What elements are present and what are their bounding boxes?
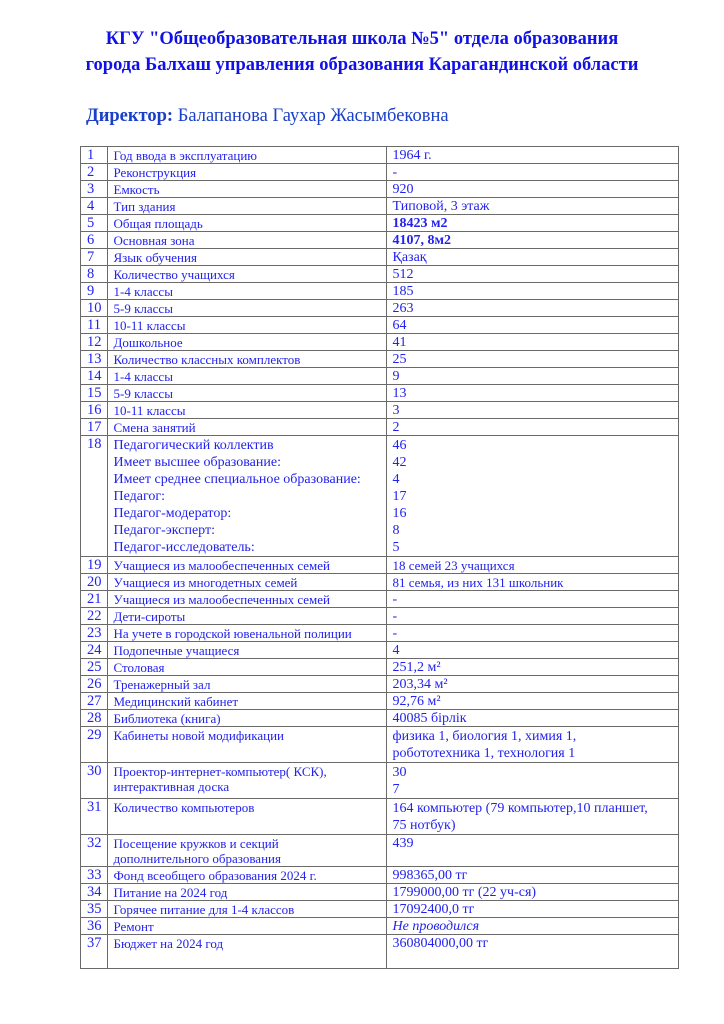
row-value: 41 (386, 334, 679, 351)
row-value: Қазақ (386, 249, 679, 266)
table-row (81, 147, 679, 164)
table-row (81, 181, 679, 198)
row-number: 35 (81, 901, 108, 918)
row-label: Язык обучения (107, 249, 386, 266)
row-value: 9 (386, 368, 679, 385)
row-number: 30 (81, 763, 108, 799)
row-value: 18423 м2 (386, 215, 679, 232)
row-number: 20 (81, 574, 108, 591)
row-label: Бюджет на 2024 год (107, 935, 386, 969)
row-value: 1964 г. (386, 147, 679, 164)
row-value: 185 (386, 283, 679, 300)
row-value: 30 (392, 765, 407, 780)
row-label: Питание на 2024 год (107, 884, 386, 901)
row-label: Педагог-модератор: (113, 506, 232, 521)
row-number: 18 (81, 436, 108, 557)
row-number: 27 (81, 693, 108, 710)
row-label: Педагог: (113, 489, 166, 504)
row-value: 3 (386, 402, 679, 419)
table-row (81, 300, 679, 317)
table-row (81, 402, 679, 419)
row-number: 24 (81, 642, 108, 659)
row-value: 263 (386, 300, 679, 317)
row-value-group (386, 436, 679, 557)
row-value: 64 (386, 317, 679, 334)
row-label: Посещение кружков и секций (113, 836, 279, 851)
row-label: Кабинеты новой модификации (107, 727, 386, 763)
title-line-2: города Балхаш управления образования Карагандинской области (85, 55, 639, 75)
table-row (81, 608, 679, 625)
row-number: 32 (81, 835, 108, 867)
row-number: 12 (81, 334, 108, 351)
row-value: - (386, 164, 679, 181)
table-row (81, 368, 679, 385)
row-number: 17 (81, 419, 108, 436)
row-value: 920 (386, 181, 679, 198)
row-value: 5 (392, 540, 400, 555)
row-value: 164 компьютер (79 компьютер,10 планшет, (392, 801, 648, 816)
row-label: Фонд всеобщего образования 2024 г. (107, 867, 386, 884)
row-number: 5 (81, 215, 108, 232)
row-label: 1-4 классы (107, 283, 386, 300)
row-number: 28 (81, 710, 108, 727)
row-label: дополнительного образования (113, 851, 281, 866)
row-value: 17 (392, 489, 407, 504)
row-label: Горячее питание для 1-4 классов (107, 901, 386, 918)
table-row (81, 676, 679, 693)
row-label: Количество классных комплектов (107, 351, 386, 368)
table-row (81, 249, 679, 266)
table-row (81, 935, 679, 969)
row-label: Дошкольное (107, 334, 386, 351)
table-row (81, 334, 679, 351)
table-row (81, 283, 679, 300)
row-value: - (386, 608, 679, 625)
row-value: 1799000,00 тг (22 уч-ся) (386, 884, 679, 901)
row-value: 512 (386, 266, 679, 283)
row-value: 4107, 8м2 (386, 232, 679, 249)
row-label: Реконструкция (107, 164, 386, 181)
row-label: Количество компьютеров (107, 799, 386, 835)
table-row (81, 884, 679, 901)
table-row (81, 232, 679, 249)
director-label: Директор: (86, 106, 174, 126)
table-row (81, 351, 679, 368)
row-value: 13 (386, 385, 679, 402)
row-label: Педагог-исследователь: (113, 540, 255, 555)
row-value: 16 (392, 506, 407, 521)
director-line (86, 106, 449, 127)
row-label: Количество учащихся (107, 266, 386, 283)
table-row (81, 164, 679, 181)
row-value: 360804000,00 тг (386, 935, 679, 969)
row-label: Общая площадь (107, 215, 386, 232)
row-number: 29 (81, 727, 108, 763)
table-row (81, 419, 679, 436)
table-row (81, 901, 679, 918)
row-number: 33 (81, 867, 108, 884)
row-number: 31 (81, 799, 108, 835)
row-label: Педагогический коллектив (113, 438, 274, 453)
row-number: 23 (81, 625, 108, 642)
row-number: 15 (81, 385, 108, 402)
row-value: 17092400,0 тг (386, 901, 679, 918)
row-number: 7 (81, 249, 108, 266)
row-number: 16 (81, 402, 108, 419)
row-number: 25 (81, 659, 108, 676)
table-row (81, 215, 679, 232)
row-value: 81 семья, из них 131 школьник (386, 574, 679, 591)
row-value: 998365,00 тг (386, 867, 679, 884)
row-value-group (386, 799, 679, 835)
row-value: 203,34 м² (386, 676, 679, 693)
row-value: 25 (386, 351, 679, 368)
row-number: 19 (81, 557, 108, 574)
row-number: 6 (81, 232, 108, 249)
table-row (81, 727, 679, 763)
row-number: 1 (81, 147, 108, 164)
table-row (81, 574, 679, 591)
table-row (81, 625, 679, 642)
row-label: Учащиеся из малообеспеченных семей (107, 557, 386, 574)
row-label: Подопечные учащиеся (107, 642, 386, 659)
row-label: Имеет высшее образование: (113, 455, 281, 470)
table-row (81, 591, 679, 608)
row-label: Библиотека (книга) (107, 710, 386, 727)
row-number: 21 (81, 591, 108, 608)
row-value: 92,76 м² (386, 693, 679, 710)
row-label: Медицинский кабинет (107, 693, 386, 710)
row-label: Тип здания (107, 198, 386, 215)
table-row (81, 385, 679, 402)
row-number: 13 (81, 351, 108, 368)
row-number: 22 (81, 608, 108, 625)
school-info-table (80, 146, 679, 969)
row-number: 34 (81, 884, 108, 901)
row-label-group (107, 835, 386, 867)
row-value: физика 1, биология 1, химия 1, (392, 729, 577, 744)
row-number: 14 (81, 368, 108, 385)
row-number: 36 (81, 918, 108, 935)
row-value: 18 семей 23 учащихся (386, 557, 679, 574)
row-label: Столовая (107, 659, 386, 676)
row-value: робототехника 1, технология 1 (392, 746, 576, 761)
table-row (81, 659, 679, 676)
row-value: 7 (392, 782, 400, 797)
row-label-group (107, 436, 386, 557)
row-number: 37 (81, 935, 108, 969)
row-number: 2 (81, 164, 108, 181)
row-label: Дети-сироты (107, 608, 386, 625)
table-row (81, 835, 679, 867)
row-label: Смена занятий (107, 419, 386, 436)
row-label: Год ввода в эксплуатацию (107, 147, 386, 164)
table-row (81, 266, 679, 283)
row-value: 2 (386, 419, 679, 436)
row-value: 439 (386, 835, 679, 867)
row-number: 10 (81, 300, 108, 317)
row-number: 11 (81, 317, 108, 334)
row-number: 4 (81, 198, 108, 215)
title-line-1: КГУ "Общеобразовательная школа №5" отдела образования (105, 29, 619, 49)
table-row (81, 710, 679, 727)
row-value: 40085 бірлік (386, 710, 679, 727)
row-label: Учащиеся из многодетных семей (107, 574, 386, 591)
row-value: - (386, 625, 679, 642)
row-value-group (386, 727, 679, 763)
row-label: интерактивная доска (113, 779, 230, 794)
row-label: 1-4 классы (107, 368, 386, 385)
row-label: Тренажерный зал (107, 676, 386, 693)
row-label: 5-9 классы (107, 385, 386, 402)
row-number: 8 (81, 266, 108, 283)
row-number: 9 (81, 283, 108, 300)
row-value: - (386, 591, 679, 608)
row-value: 4 (392, 472, 400, 487)
table-row (81, 918, 679, 935)
row-label: Учащиеся из малообеспеченных семей (107, 591, 386, 608)
row-label: Педагог-эксперт: (113, 523, 215, 538)
table-row (81, 867, 679, 884)
row-label: Ремонт (107, 918, 386, 935)
row-value-group (386, 763, 679, 799)
row-value: 75 нотбук) (392, 818, 456, 833)
row-value: 42 (392, 455, 407, 470)
row-label: 10-11 классы (107, 317, 386, 334)
row-number: 3 (81, 181, 108, 198)
row-label: 10-11 классы (107, 402, 386, 419)
director-name: Балапанова Гаухар Жасымбековна (173, 106, 449, 126)
table-row-pedagogical-staff (81, 436, 679, 557)
row-value: Не проводился (386, 918, 679, 935)
table-row (81, 763, 679, 799)
table-row (81, 642, 679, 659)
row-value: 46 (392, 438, 407, 453)
row-label: Основная зона (107, 232, 386, 249)
row-value: 4 (386, 642, 679, 659)
table-row (81, 198, 679, 215)
row-value: 8 (392, 523, 400, 538)
row-label-group (107, 763, 386, 799)
row-label: Проектор-интернет-компьютер( КСК), (113, 764, 327, 779)
row-value: 251,2 м² (386, 659, 679, 676)
row-label: 5-9 классы (107, 300, 386, 317)
row-number: 26 (81, 676, 108, 693)
document-title (0, 26, 724, 78)
table-row (81, 693, 679, 710)
row-label: На учете в городской ювенальной полиции (107, 625, 386, 642)
table-row (81, 317, 679, 334)
row-value: Типовой, 3 этаж (386, 198, 679, 215)
row-label: Емкость (107, 181, 386, 198)
table-row (81, 557, 679, 574)
row-label: Имеет среднее специальное образование: (113, 472, 361, 487)
table-row (81, 799, 679, 835)
